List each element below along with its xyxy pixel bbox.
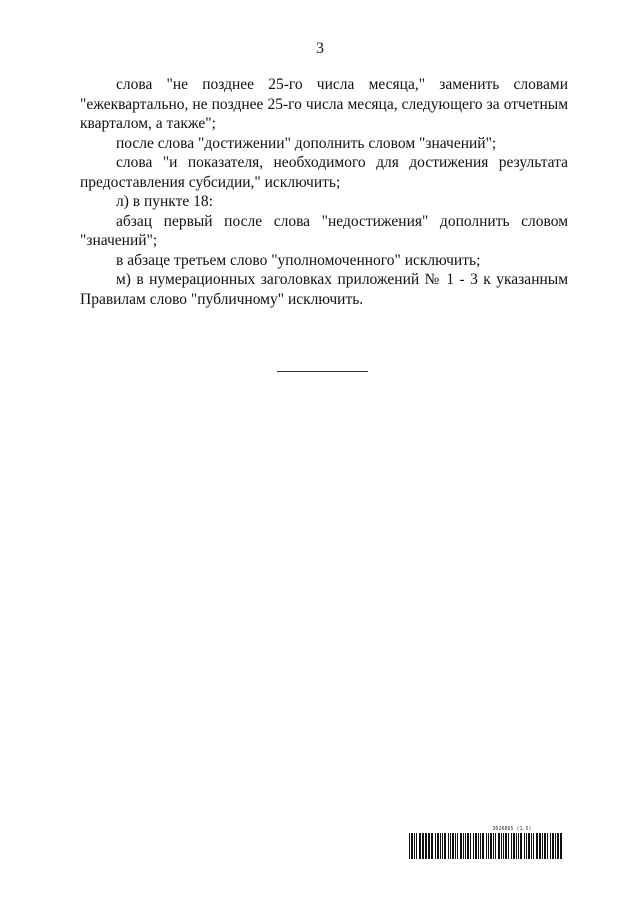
paragraph: м) в нумерационных заголовках приложений № 1 - 3 к указанным Правилам слово "публичному" исключить.: [80, 271, 568, 308]
page-number: 3: [316, 40, 324, 57]
paragraph: слова "и показателя, необходимого для достижения результата предоставления субсидии," исключить;: [80, 154, 568, 191]
paragraph: в абзаце третьем слово "уполномоченного" исключить;: [116, 251, 481, 269]
paragraph: после слова "достижении" дополнить словом "значений";: [116, 134, 497, 152]
barcode-icon: [409, 833, 565, 859]
paragraph: л) в пункте 18:: [116, 193, 213, 210]
body-text: [80, 75, 568, 309]
barcode-block: [409, 826, 565, 859]
paragraph: абзац первый после слова "недостижения" дополнить словом "значений";: [80, 212, 568, 249]
end-separator-line: [277, 371, 368, 372]
paragraph: слова "не позднее 25-го числа месяца," заменить словами "ежеквартально, не позднее 25-го числа месяца, следующего за отчетным кварталом, а также";: [80, 76, 568, 132]
barcode-number: 3626865 (1.5): [492, 826, 532, 832]
